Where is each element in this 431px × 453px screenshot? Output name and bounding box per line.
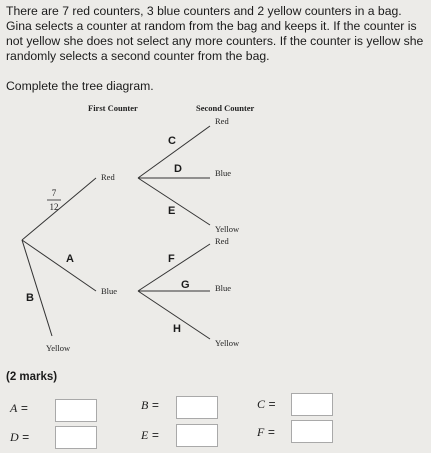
first-red-outcome: Red [101, 172, 115, 182]
red-red-outcome: Red [215, 116, 229, 126]
answer-b-label: B = [141, 398, 159, 412]
prob-red-denominator: 12 [49, 202, 59, 212]
red-blue-outcome: Blue [215, 168, 232, 178]
branch-red-yellow [138, 178, 210, 225]
branch-first-red [22, 178, 96, 240]
answer-b-box[interactable] [176, 396, 218, 419]
label-d: D [174, 163, 182, 175]
red-yellow-outcome: Yellow [215, 224, 240, 234]
label-h: H [173, 323, 181, 335]
first-blue-outcome: Blue [101, 286, 118, 296]
branch-first-yellow [22, 240, 52, 336]
answer-d-box[interactable] [55, 426, 97, 449]
branch-first-blue [22, 240, 96, 291]
blue-yellow-outcome: Yellow [215, 338, 240, 348]
label-c: C [168, 135, 176, 147]
instruction-text: Complete the tree diagram. [6, 79, 154, 93]
first-counter-header: First Counter [88, 103, 138, 113]
label-a: A [66, 253, 74, 265]
first-yellow-outcome: Yellow [46, 343, 71, 353]
answer-c-box[interactable] [291, 393, 333, 416]
question-text: There are 7 red counters, 3 blue counters and 2 yellow counters in a bag. Gina selects a counter at random from the bag and keeps it. If the counter is not yellow she does not select any more counters. If the counter is yellow she randomly selects a second counter from the bag. [6, 4, 424, 63]
label-e: E [168, 205, 176, 217]
label-g: G [181, 279, 190, 291]
answer-a-label: A = [10, 401, 28, 415]
answer-f-label: F = [257, 425, 275, 439]
label-b: B [26, 292, 34, 304]
answer-f-box[interactable] [291, 420, 333, 443]
answer-a-box[interactable] [55, 399, 97, 422]
second-counter-header: Second Counter [196, 103, 255, 113]
label-f: F [168, 253, 175, 265]
answer-e-label: E = [141, 428, 159, 442]
branch-blue-red [138, 244, 210, 291]
marks-label: (2 marks) [6, 371, 58, 383]
blue-blue-outcome: Blue [215, 283, 232, 293]
blue-red-outcome: Red [215, 236, 229, 246]
answer-e-box[interactable] [176, 424, 218, 447]
prob-red-numerator: 7 [51, 188, 57, 198]
answer-d-label: D = [10, 430, 30, 444]
answer-c-label: C = [257, 397, 276, 411]
